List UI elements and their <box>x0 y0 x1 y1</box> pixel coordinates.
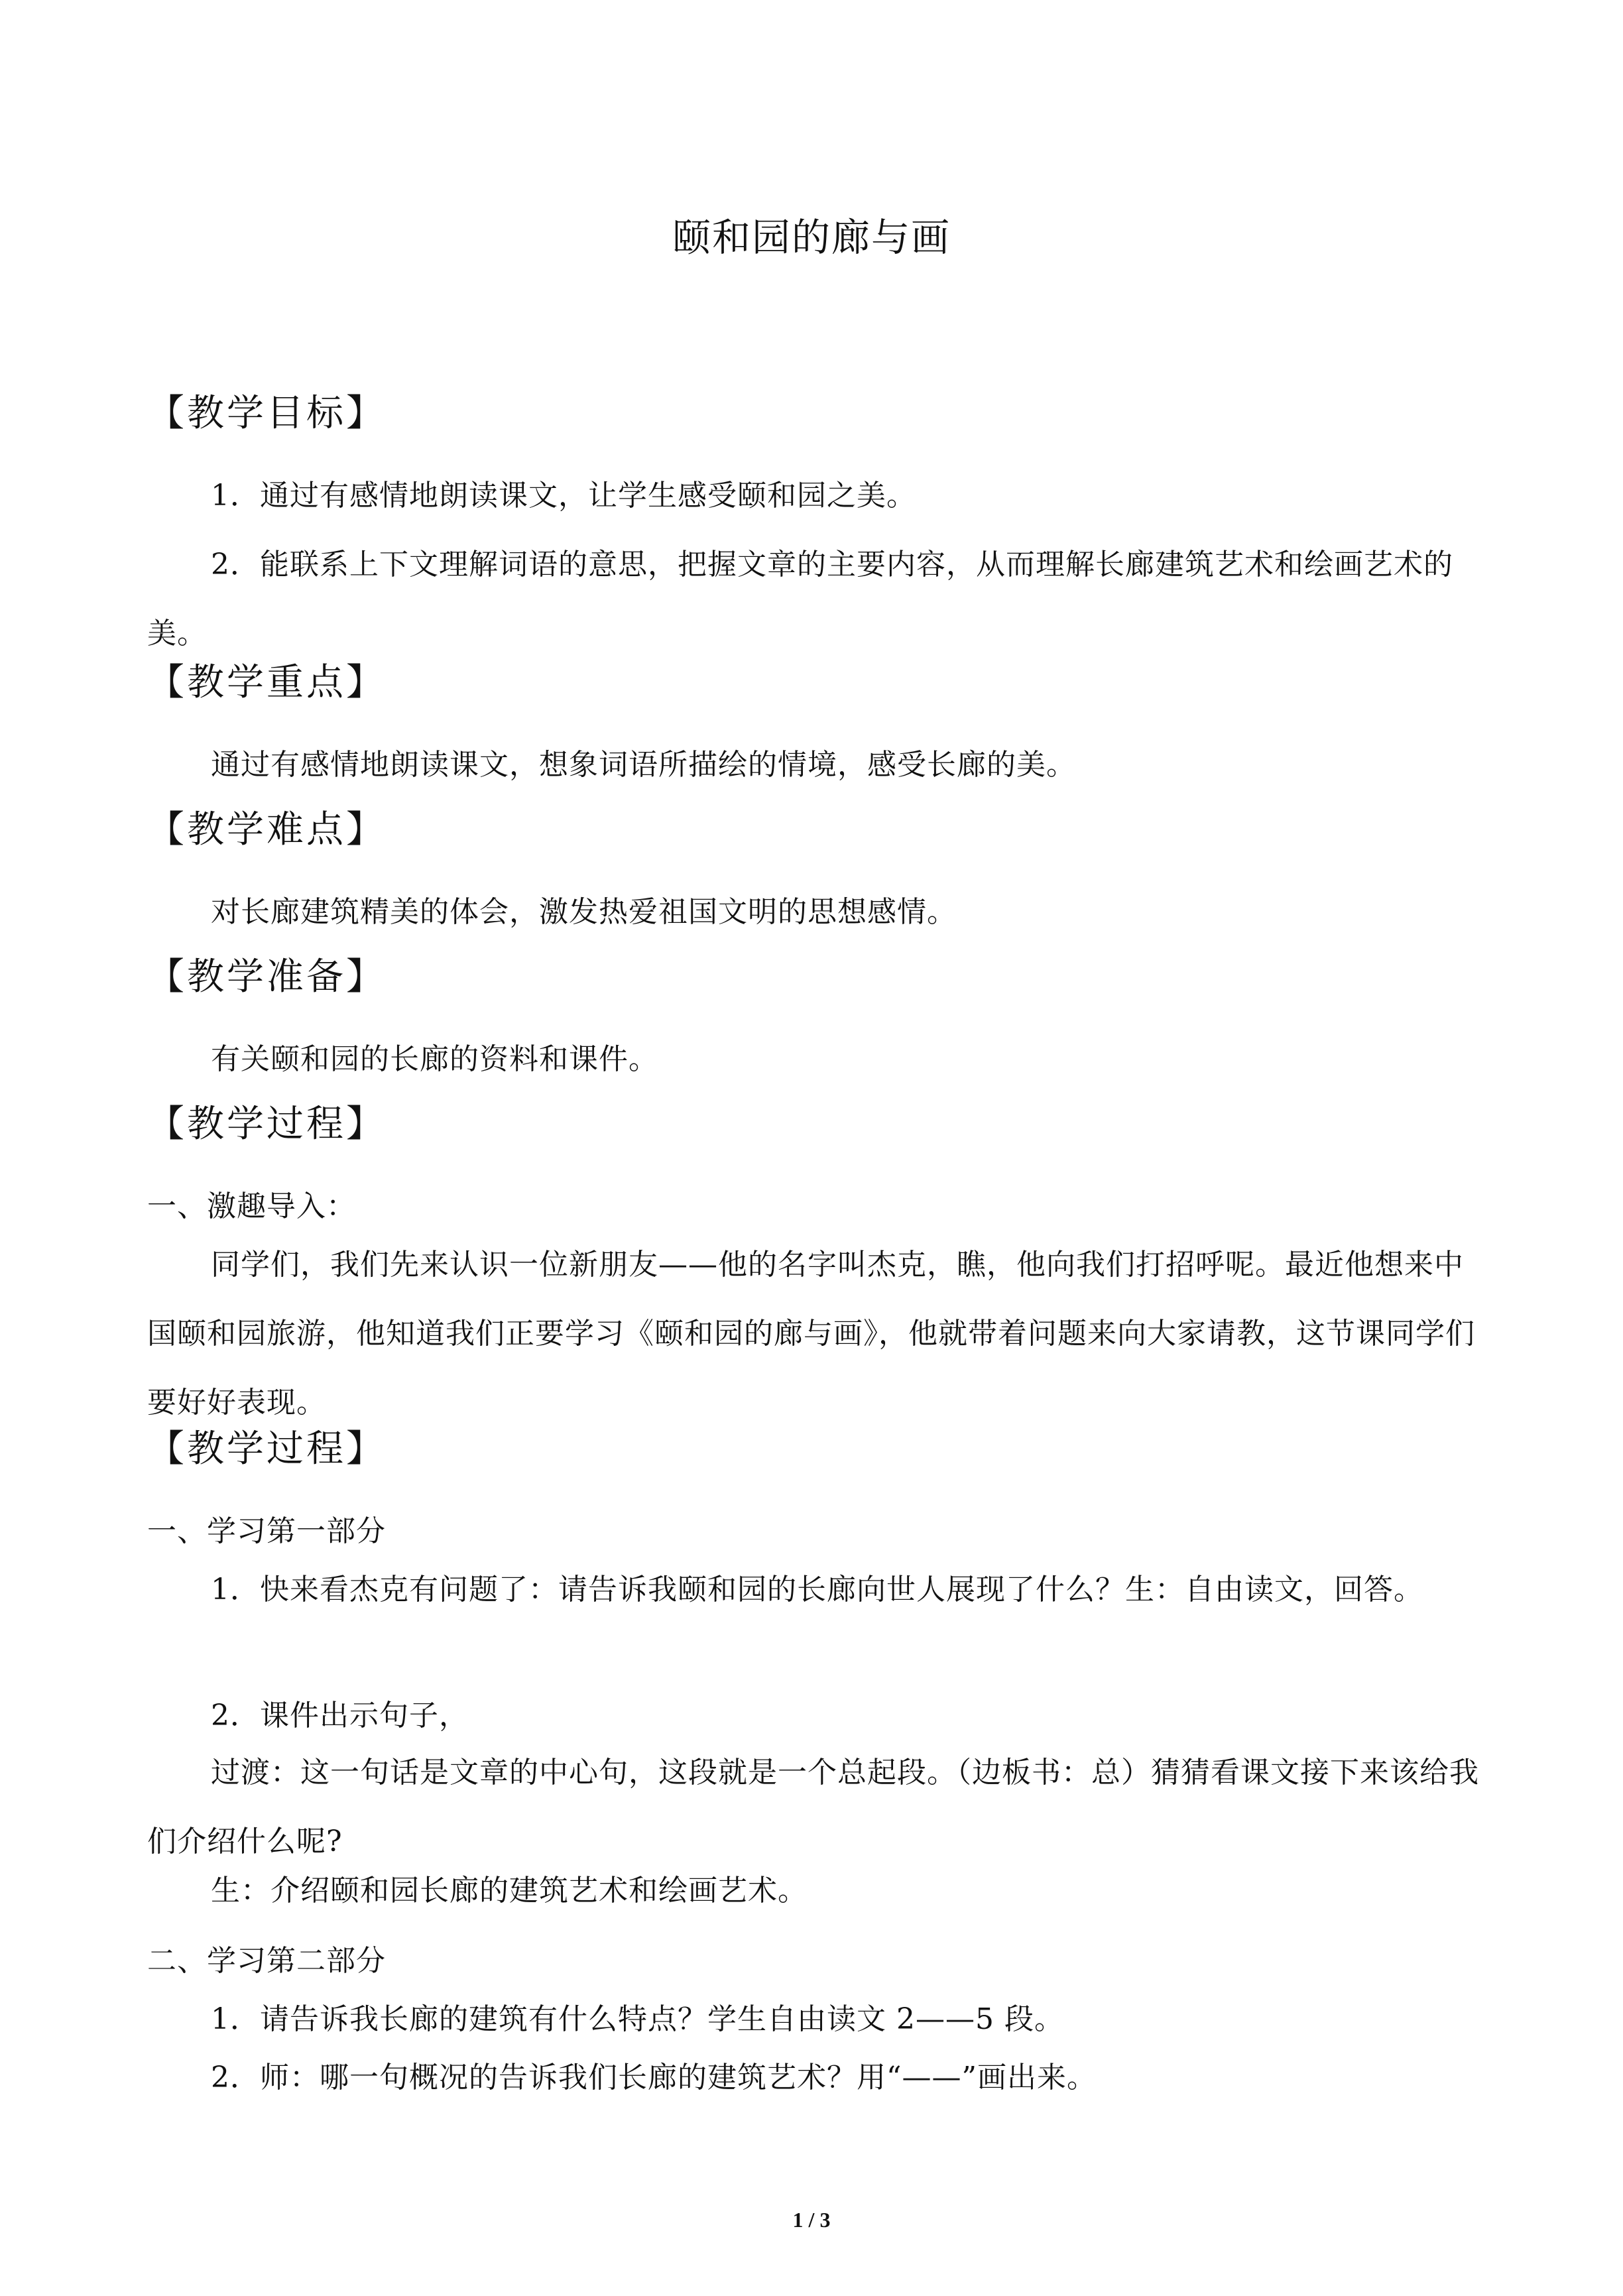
part1-heading: 一、学习第一部分 <box>147 1514 386 1548</box>
process-1-text: 同学们，我们先来认识一位新朋友——他的名字叫杰克，瞧，他向我们打招呼呢。最近他想来中国颐和园旅游，他知道我们正要学习《颐和园的廊与画》，他就带着问题来向大家请教，这节课同学们要好好表现。 <box>147 1248 1475 1420</box>
heading-process-1: 【教学过程】 <box>147 1103 386 1146</box>
key-points-text: 通过有感情地朗读课文，想象词语所描绘的情境，感受长廊的美。 <box>211 748 1076 782</box>
part1-item-3: 过渡：这一句话是文章的中心句，这段就是一个总起段。（边板书：总）猜猜看课文接下来该给我们介绍什么呢? <box>147 1756 1479 1858</box>
objective-item-1: 1．通过有感情地朗读课文，让学生感受颐和园之美。 <box>211 479 916 513</box>
objective-item-2: 2．能联系上下文理解词语的意思，把握文章的主要内容，从而理解长廊建筑艺术和绘画艺术的美。 <box>147 548 1453 650</box>
heading-key-points: 【教学重点】 <box>147 661 386 704</box>
part2-item-2: 2．师：哪一句概况的告诉我们长廊的建筑艺术？用“——”画出来。 <box>211 2061 1097 2094</box>
part1-item-4: 生：介绍颐和园长廊的建筑艺术和绘画艺术。 <box>211 1874 808 1907</box>
heading-process-2: 【教学过程】 <box>147 1427 386 1471</box>
heading-objectives: 【教学目标】 <box>147 392 386 435</box>
part2-heading: 二、学习第二部分 <box>147 1944 386 1978</box>
process-1-subheading: 一、激趣导入： <box>147 1189 356 1223</box>
part2-item-1: 1．请告诉我长廊的建筑有什么特点？学生自由读文 2——5 段。 <box>211 2002 1064 2036</box>
part1-item-2: 2．课件出示句子， <box>211 1699 469 1732</box>
preparation-text: 有关颐和园的长廊的资料和课件。 <box>211 1042 658 1076</box>
document-title: 颐和园的廊与画 <box>672 215 951 260</box>
heading-preparation: 【教学准备】 <box>147 955 386 998</box>
page-number: 1 / 3 <box>792 2208 831 2232</box>
heading-difficulties: 【教学难点】 <box>147 808 386 851</box>
difficulties-text: 对长廊建筑精美的体会，激发热爱祖国文明的思想感情。 <box>211 895 957 929</box>
part1-item-1: 1．快来看杰克有问题了：请告诉我颐和园的长廊向世人展现了什么？生：自由读文，回答。 <box>211 1573 1423 1606</box>
